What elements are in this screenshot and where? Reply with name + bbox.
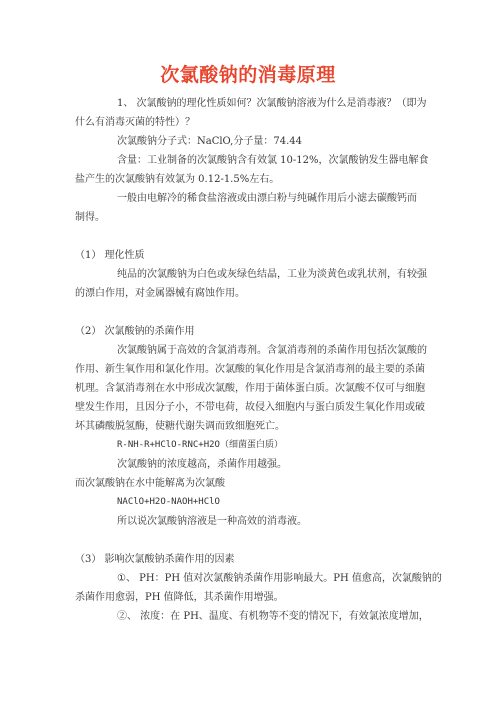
document-title: 次氯酸钠的消毒原理 (160, 64, 336, 86)
section-heading: （2） 次氯酸钠的杀菌作用 (75, 326, 195, 337)
paragraph-line: 而次氯酸钠在水中能解离为次氯酸 (75, 478, 225, 489)
paragraph-line: 次氯酸钠分子式：NaClO,分子量：74.44 (117, 136, 302, 147)
paragraph-line: 杀菌作用愈弱，PH 值降低，其杀菌作用增强。 (75, 592, 284, 603)
chemical-equation: NAClO+H2O-NAOH+HClO (117, 497, 220, 507)
paragraph-line: 纯品的次氯酸钠为白色或灰绿色结晶，工业为淡黄色或乳状剂，有较强 (117, 269, 427, 280)
paragraph-line: 什么有消毒灭菌的特性）？ (75, 117, 195, 128)
paragraph-line: 次氯酸钠的浓度越高，杀菌作用越强。 (117, 459, 287, 470)
paragraph-line: 所以说次氯酸钠溶液是一种高效的消毒液。 (117, 516, 307, 527)
paragraph-line: 坏其磷酸脱氢酶，使糖代谢失调而致细胞死亡。 (75, 421, 285, 432)
section-heading: （3） 影响次氯酸钠杀菌作用的因素 (75, 554, 235, 565)
paragraph-line: 1、 次氯酸钠的理化性质如何？次氯酸钠溶液为什么是消毒液？（即为 (117, 98, 427, 109)
chemical-equation: R-NH-R+HClO-RNC+H2O（细菌蛋白质） (117, 440, 283, 450)
paragraph-line: ②、 浓度：在 PH、温度、有机物等不变的情况下，有效氯浓度增加， (117, 611, 429, 622)
paragraph-line: 的漂白作用，对金属器械有腐蚀作用。 (75, 288, 245, 299)
paragraph-line: 作用、新生氧作用和氯化作用。次氯酸的氧化作用是含氯消毒剂的最主要的杀菌 (75, 364, 425, 375)
paragraph-line: 盐产生的次氯酸钠有效氯为 0.12-1.5%左右。 (75, 174, 280, 185)
paragraph-line: 一般由电解冷的稀食盐溶液或由漂白粉与纯碱作用后小滤去碳酸钙而 (117, 193, 417, 204)
paragraph-line: 机理。含氯消毒剂在水中形成次氯酸，作用于菌体蛋白质。次氯酸不仅可与细胞 (75, 383, 425, 394)
paragraph-line: ①、 PH：PH 值对次氯酸钠杀菌作用影响最大。PH 值愈高，次氯酸钠的 (117, 573, 442, 584)
paragraph-line: 制得。 (75, 212, 105, 223)
paragraph-line: 壁发生作用，且因分子小，不带电荷，故侵入细胞内与蛋白质发生氧化作用或破 (75, 402, 425, 413)
paragraph-line: 次氯酸钠属于高效的含氯消毒剂。含氯消毒剂的杀菌作用包括次氯酸的 (117, 345, 427, 356)
section-heading: （1） 理化性质 (75, 250, 145, 261)
paragraph-line: 含量：工业制备的次氯酸钠含有效氯 10-12%，次氯酸钠发生器电解食 (117, 155, 429, 166)
